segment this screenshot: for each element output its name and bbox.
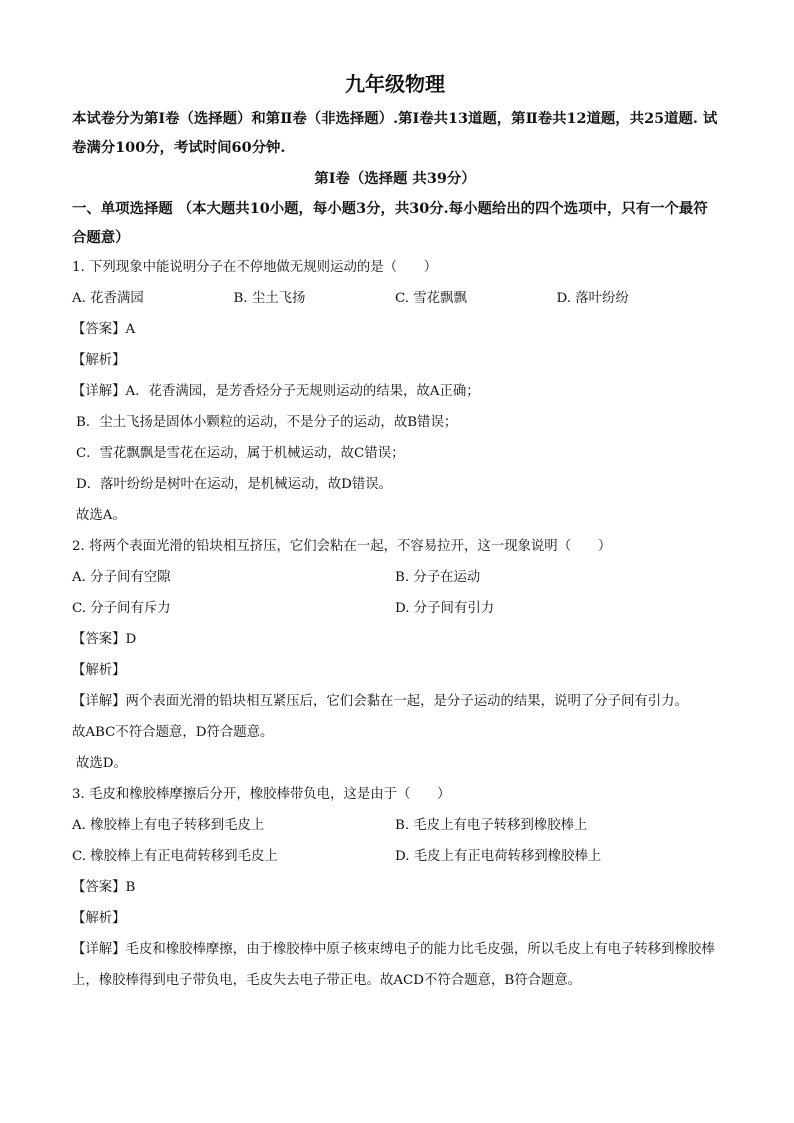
option-d: D. 毛皮上有正电荷转移到橡胶棒上 bbox=[395, 849, 602, 864]
question-options bbox=[72, 593, 718, 624]
question-1 bbox=[72, 252, 718, 531]
question-stem: 2. 将两个表面光滑的铅块相互挤压，它们会粘在一起，不容易拉开，这一现象说明（ ） bbox=[72, 539, 612, 554]
option-b: B. 尘土飞扬 bbox=[233, 291, 306, 306]
detail-line: 故选D。 bbox=[76, 756, 127, 771]
detail-line: C．雪花飘飘是雪花在运动，属于机械运动，故C错误； bbox=[76, 446, 405, 461]
option-d: D. 分子间有引力 bbox=[395, 601, 495, 616]
option-b: B. 分子在运动 bbox=[395, 570, 481, 585]
detail-line: 故ABC不符合题意，D符合题意。 bbox=[72, 725, 274, 740]
answer-line: 【答案】B bbox=[72, 880, 136, 895]
question-options bbox=[72, 810, 718, 841]
detail-line: 【详解】两个表面光滑的铅块相互紧压后，它们会黏在一起，是分子运动的结果，说明了分子间有引力。 bbox=[72, 694, 688, 709]
option-d: D. 落叶纷纷 bbox=[556, 291, 629, 306]
question-options bbox=[72, 283, 718, 314]
analysis-label: 【解析】 bbox=[72, 911, 126, 926]
question-options bbox=[72, 841, 718, 872]
option-c: C. 分子间有斥力 bbox=[72, 601, 171, 616]
option-a: A. 花香满园 bbox=[72, 291, 144, 306]
answer-line: 【答案】A bbox=[72, 322, 136, 337]
detail-line: B．尘土飞扬是固体小颗粒的运动，不是分子的运动，故B错误； bbox=[76, 415, 458, 430]
answer-line: 【答案】D bbox=[72, 632, 137, 647]
question-options bbox=[72, 562, 718, 593]
page-title: 九年级物理 bbox=[345, 72, 445, 96]
option-a: A. 分子间有空隙 bbox=[72, 570, 171, 585]
question-3 bbox=[72, 779, 718, 996]
analysis-label: 【解析】 bbox=[72, 663, 126, 678]
question-2 bbox=[72, 531, 718, 779]
detail-line: D．落叶纷纷是树叶在运动，是机械运动，故D错误。 bbox=[76, 477, 393, 492]
part-heading: 一、单项选择题 （本大题共10小题，每小题3分，共30分.每小题给出的四个选项中，只有一个最符合题意） bbox=[72, 200, 708, 246]
question-stem: 1. 下列现象中能说明分子在不停地做无规则运动的是（ ） bbox=[72, 260, 438, 275]
option-b: B. 毛皮上有电子转移到橡胶棒上 bbox=[395, 818, 588, 833]
option-c: C. 橡胶棒上有正电荷转移到毛皮上 bbox=[72, 849, 278, 864]
analysis-label: 【解析】 bbox=[72, 353, 126, 368]
exam-intro: 本试卷分为第Ⅰ卷（选择题）和第Ⅱ卷（非选择题）.第Ⅰ卷共13道题，第Ⅱ卷共12道题，共25道题. 试卷满分100分，考试时间60分钟. bbox=[72, 110, 718, 156]
detail-line: 故选A。 bbox=[76, 508, 126, 523]
option-a: A. 橡胶棒上有电子转移到毛皮上 bbox=[72, 818, 265, 833]
section-heading: 第Ⅰ卷（选择题 共39分） bbox=[314, 170, 476, 187]
detail-line: 【详解】A．花香满园，是芳香烃分子无规则运动的结果，故A正确； bbox=[72, 384, 480, 399]
option-c: C. 雪花飘飘 bbox=[395, 291, 467, 306]
question-stem: 3. 毛皮和橡胶棒摩擦后分开，橡胶棒带负电，这是由于（ ） bbox=[72, 787, 451, 802]
detail-line: 【详解】毛皮和橡胶棒摩擦，由于橡胶棒中原子核束缚电子的能力比毛皮强，所以毛皮上有电子转移到橡胶棒上，橡胶棒得到电子带负电，毛皮失去电子带正电。故ACD不符合题意，B符合题意。 bbox=[72, 942, 715, 988]
